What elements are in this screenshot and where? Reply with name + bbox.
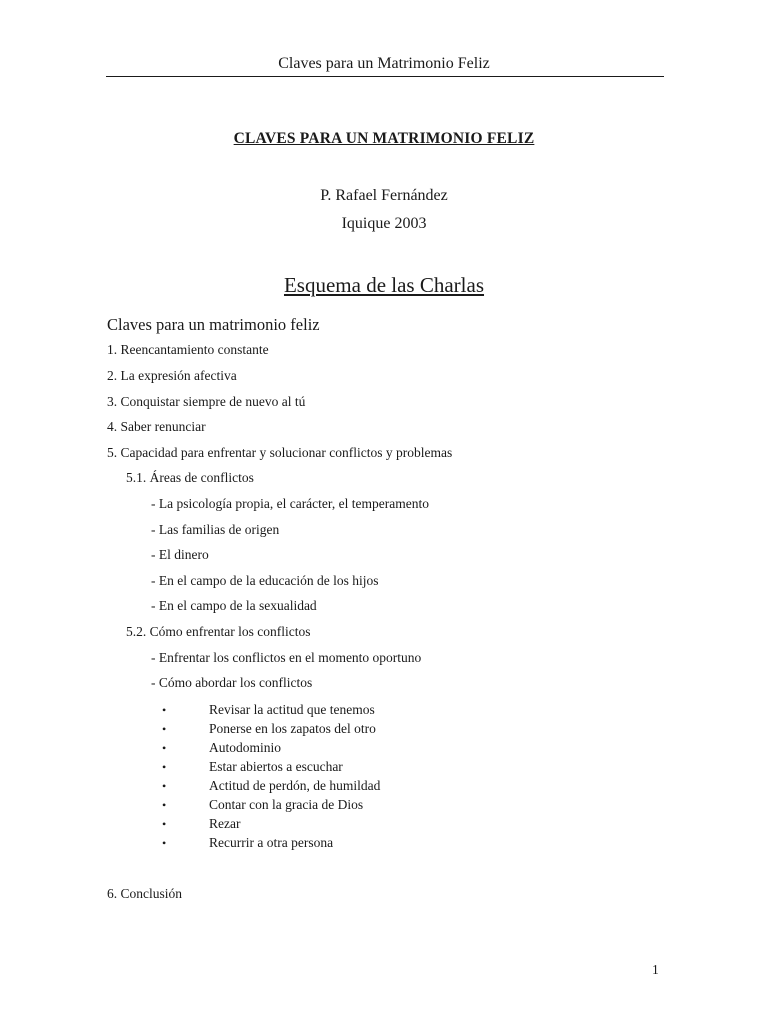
bullet-marker: •: [162, 779, 167, 793]
conflict-area-item: - El dinero: [151, 547, 209, 562]
bullet-item: Autodominio: [209, 740, 282, 755]
running-header: Claves para un Matrimonio Feliz: [278, 55, 490, 72]
bullet-marker: •: [162, 760, 167, 774]
bullet-marker: •: [162, 836, 167, 850]
approach-item: - Cómo abordar los conflictos: [151, 675, 313, 690]
page-number: 1: [652, 962, 659, 977]
bullet-item: Recurrir a otra persona: [209, 835, 334, 850]
conflict-area-item: - Las familias de origen: [151, 522, 280, 537]
outline-item: 3. Conquistar siempre de nuevo al tú: [107, 394, 306, 409]
bullet-item: Revisar la actitud que tenemos: [209, 702, 375, 717]
bullet-marker: •: [162, 703, 167, 717]
bullet-marker: •: [162, 741, 167, 755]
outline-item: 1. Reencantamiento constante: [107, 342, 269, 357]
outline-item: 5. Capacidad para enfrentar y solucionar conflictos y problemas: [107, 445, 453, 460]
subsection-label: 5.2. Cómo enfrentar los conflictos: [126, 624, 311, 639]
approach-item: - Enfrentar los conflictos en el momento oportuno: [151, 650, 422, 665]
subsection-label: 5.1. Áreas de conflictos: [126, 470, 254, 485]
bullet-marker: •: [162, 722, 167, 736]
bullet-item: Contar con la gracia de Dios: [209, 797, 364, 812]
place-year: Iquique 2003: [341, 215, 427, 232]
outline-item: 2. La expresión afectiva: [107, 368, 237, 383]
bullet-item: Actitud de perdón, de humildad: [209, 778, 381, 793]
conflict-area-item: - En el campo de la educación de los hijos: [151, 573, 379, 588]
outline-subheading: Claves para un matrimonio feliz: [107, 315, 320, 334]
bullet-item: Ponerse en los zapatos del otro: [209, 721, 376, 736]
conflict-area-item: - En el campo de la sexualidad: [151, 598, 317, 613]
outline-item: 4. Saber renunciar: [107, 419, 206, 434]
bullet-item: Estar abiertos a escuchar: [209, 759, 343, 774]
bullet-item: Rezar: [209, 816, 241, 831]
outline-heading: Esquema de las Charlas: [283, 273, 485, 297]
conclusion-item: 6. Conclusión: [107, 886, 183, 901]
header-divider: [106, 76, 664, 77]
bullet-marker: •: [162, 798, 167, 812]
author-name: P. Rafael Fernández: [320, 187, 448, 204]
conflict-area-item: - La psicología propia, el carácter, el temperamento: [151, 496, 429, 511]
bullet-marker: •: [162, 817, 167, 831]
document-title: CLAVES PARA UN MATRIMONIO FELIZ: [233, 130, 535, 147]
